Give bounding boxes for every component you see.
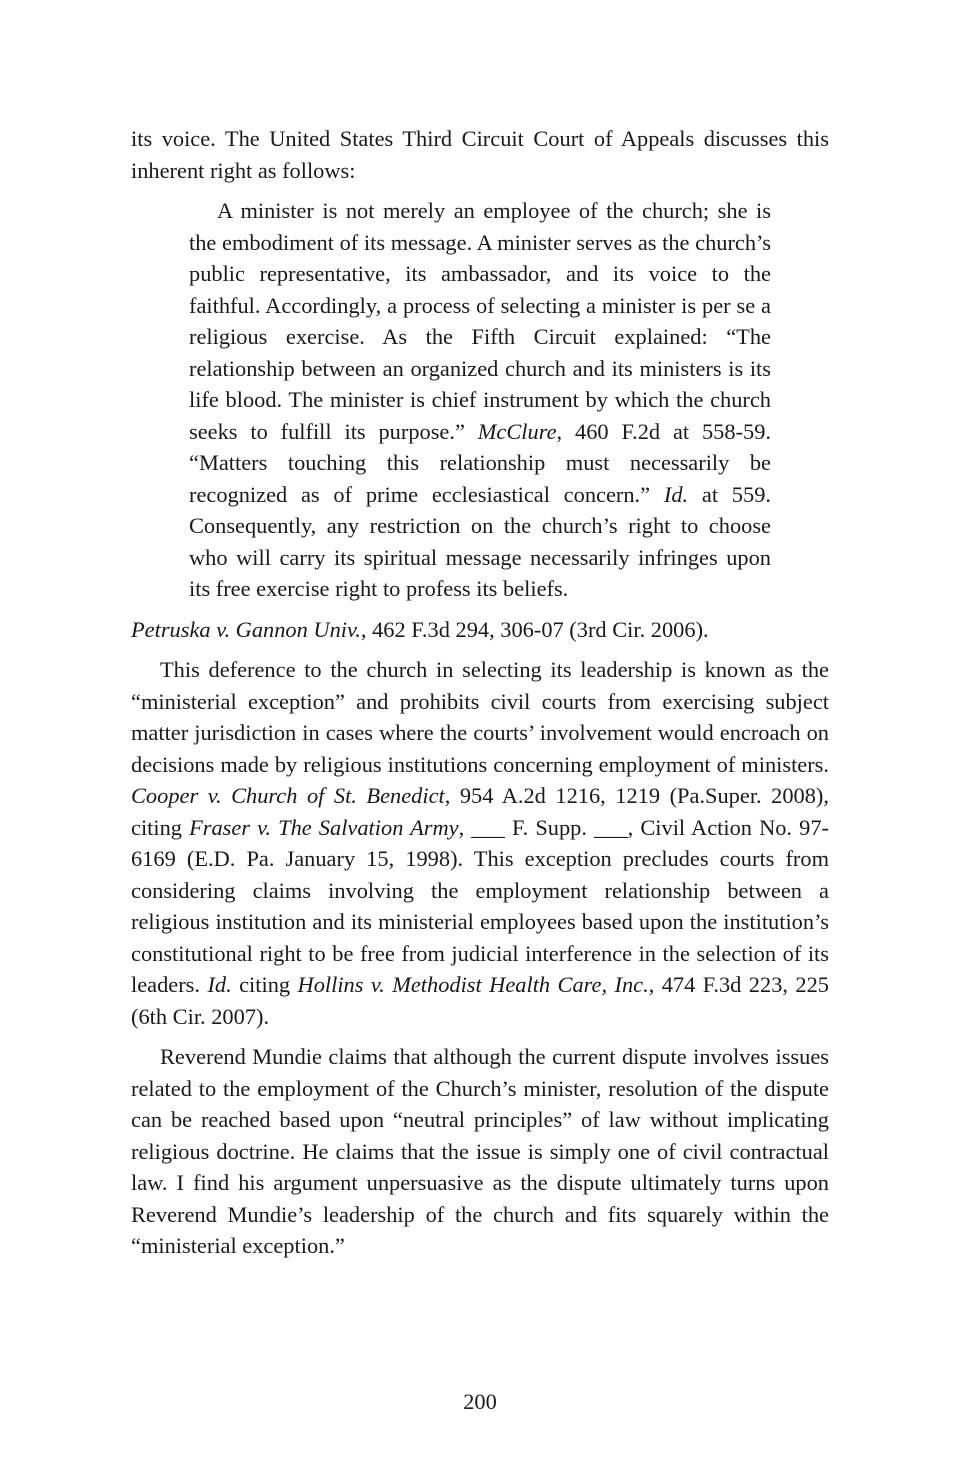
page-body — [131, 123, 829, 1271]
paragraph-ministerial-exception: This deference to the church in selecting its leadership is known as the “ministerial exception” and prohibits civil courts from exercising subject matter jurisdiction in cases where the courts’ involvement would encroach on decisions made by religious institutions concerning employment of ministers. Cooper v. Church of St. Benedict, 954 A.2d 1216, 1219 (Pa.Super. 2008), citing Fraser v. The Salvation Army, ___ F. Supp. ___, Civil Action No. 97-6169 (E.D. Pa. January 15, 1998). This exception precludes courts from considering claims involving the employment relationship between a religious institution and its ministerial employees based upon the institution’s constitutional right to be free from judicial interference in the selection of its leaders. Id. citing Hollins v. Methodist Health Care, Inc., 474 F.3d 223, 225 (6th Cir. 2007). — [131, 657, 830, 1029]
case-hollins: Hollins v. Methodist Health Care, Inc. — [297, 972, 649, 997]
case-petruska: Petruska v. Gannon Univ. — [131, 616, 361, 642]
paragraph-reverend-mundie: Reverend Mundie claims that although the current dispute involves issues related to the employment of the Church’s minister, resolution of the dispute can be reached based upon “neutral principles” of law without implicating religious doctrine. He claims that the issue is simply one of civil contractual law. I find his argument unpersuasive as the dispute ultimately turns upon Reverend Mundie’s leadership of the church and fits squarely within the “ministerial exception.” — [131, 1044, 829, 1258]
case-id: Id. — [663, 481, 689, 507]
page-number: 200 — [463, 1389, 497, 1414]
case-id-2: Id. — [207, 972, 232, 997]
block-quote — [189, 195, 771, 605]
quote-citation: Petruska v. Gannon Univ., 462 F.3d 294, 306-07 (3rd Cir. 2006). — [131, 616, 709, 642]
case-fraser: Fraser v. The Salvation Army — [189, 814, 459, 840]
opening-paragraph: its voice. The United States Third Circuit Court of Appeals discusses this inherent right as follows: — [131, 126, 829, 183]
case-mcclure: McClure — [477, 418, 557, 444]
case-cooper: Cooper v. Church of St. Benedict — [131, 783, 445, 808]
block-quote-text: A minister is not merely an employee of the church; she is the embodiment of its message. A minister serves as the church’s public representative, its ambassador, and its voice to the faithful. Accordingly, a process of selecting a minister is per se a religious exercise. As the Fifth Circuit explained: “The relationship between an organized church and its ministers is its life blood. The minister is chief instrument by which the church seeks to fulfill its purpose.” McClure, 460 F.2d at 558-59. “Matters touching this relationship must necessarily be recognized as of prime ecclesiastical concern.” Id. at 559. Consequently, any restriction on the church’s right to choose who will carry its spiritual message necessarily infringes upon its free exercise right to profess its beliefs. — [189, 198, 771, 601]
